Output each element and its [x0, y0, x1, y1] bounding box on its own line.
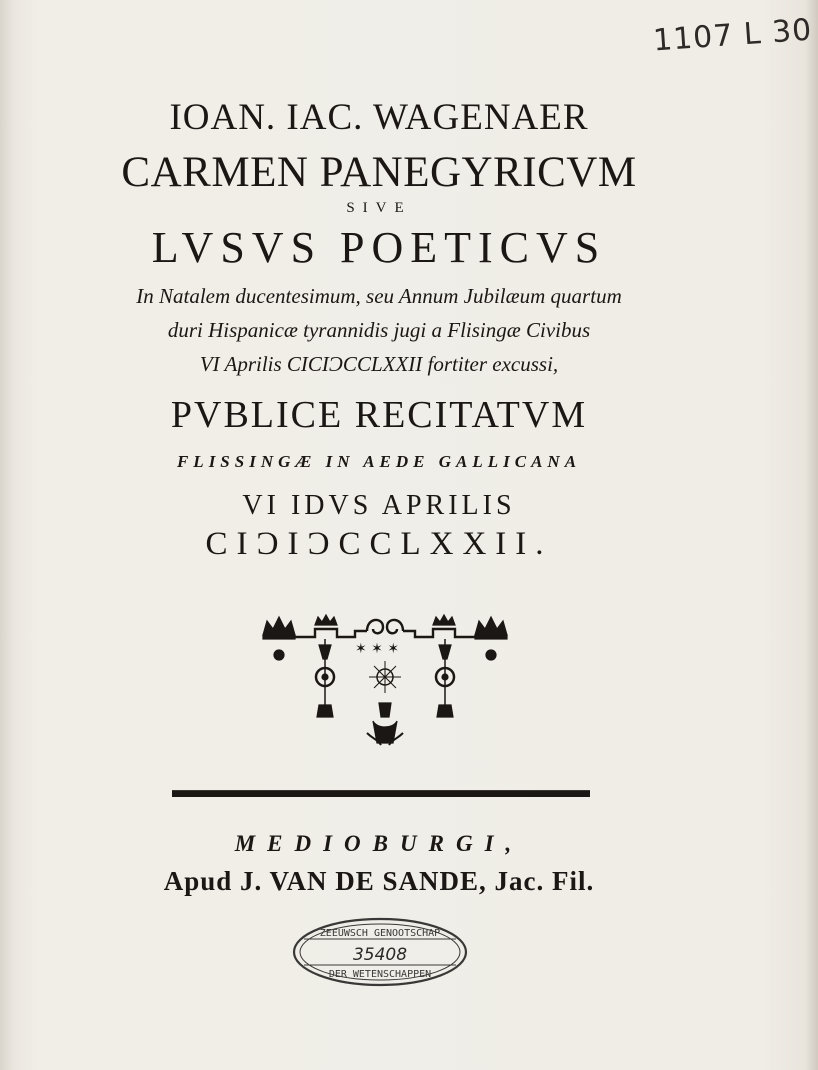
occasion-line-3: VI Aprilis CICIƆCCLXXII fortiter excussi, [199, 352, 559, 376]
stamp-line-2: DER WETENSCHAPPEN [328, 969, 432, 980]
subtitle: LVSVS POETICVS [151, 223, 607, 272]
imprint-city: MEDIOBURGI, [234, 831, 524, 856]
main-title: CARMEN PANEGYRICVM [121, 149, 637, 196]
author-name: IOAN. IAC. WAGENAER [169, 97, 589, 138]
year-line: CIƆIƆCCLXXII. [205, 526, 553, 562]
place-line: FLISSINGÆ IN AEDE GALLICANA [176, 452, 582, 471]
stamp-line-1: ZEEUWSCH GENOOTSCHAP [319, 928, 441, 939]
imprint-printer: Apud J. VAN DE SANDE, Jac. Fil. [163, 866, 595, 896]
svg-text:✶ ✶ ✶: ✶ ✶ ✶ [355, 641, 400, 657]
library-stamp-icon [290, 915, 470, 989]
occasion-line-2: duri Hispanicæ tyrannidis jugi a Flisingæ Civibus [167, 318, 591, 342]
stamp-number: 35408 [352, 945, 408, 965]
connector-word: SIVE [346, 200, 412, 216]
recited-heading: PVBLICE RECITATVM [170, 394, 588, 436]
horizontal-rule [172, 790, 590, 797]
date-line: VI IDVS APRILIS [242, 490, 516, 521]
handwritten-shelfmark: 1107 L 30 [651, 12, 814, 59]
crown-ornament-icon [255, 605, 515, 765]
occasion-line-1: In Natalem ducentesimum, seu Annum Jubilæum quartum [136, 284, 622, 308]
